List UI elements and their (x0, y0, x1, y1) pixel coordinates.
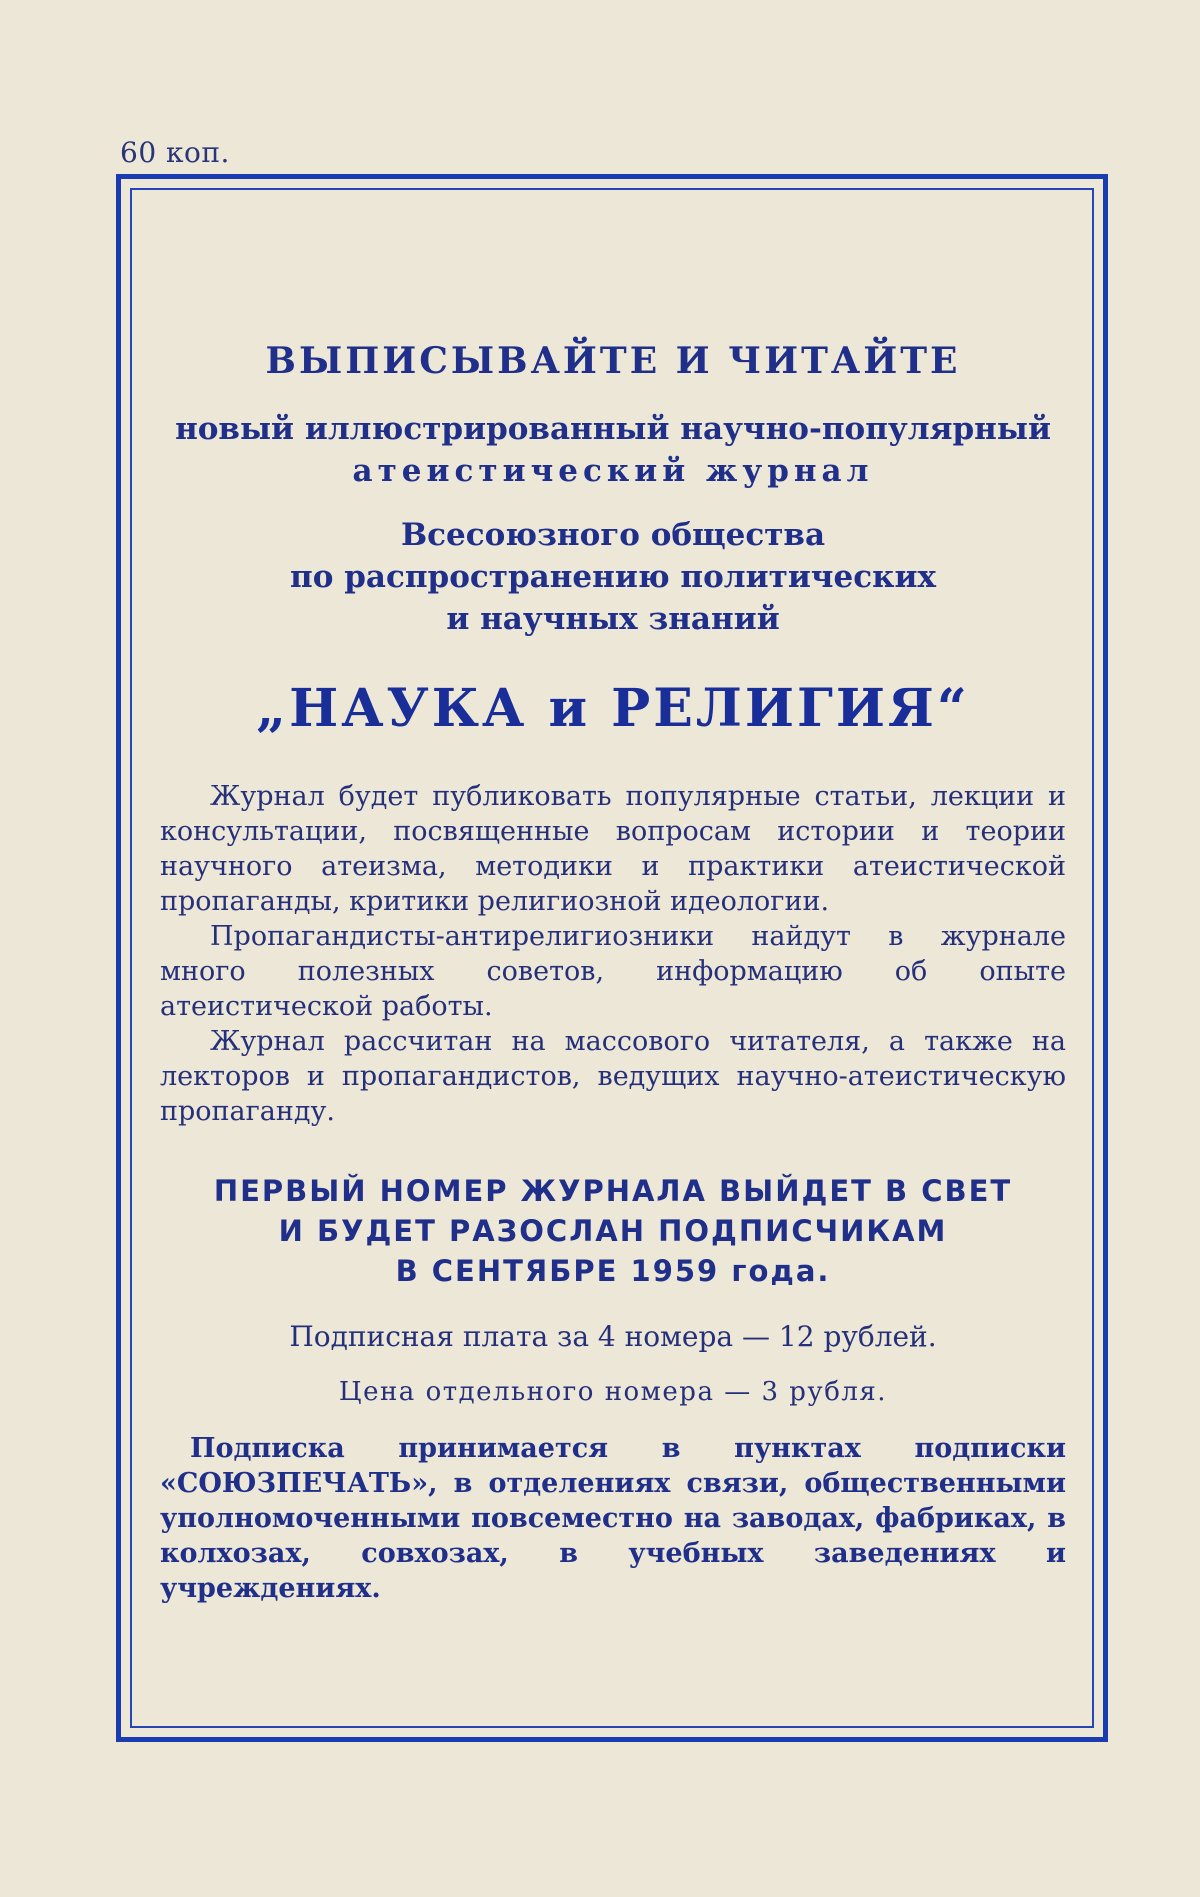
subscription-fee: Подписная плата за 4 номера — 12 рублей. (289, 1320, 937, 1353)
society-line-2: по распространению политических (290, 559, 936, 595)
journal-title: „НАУКА и РЕЛИГИЯ“ (256, 678, 970, 739)
announce-line-1: ПЕРВЫЙ НОМЕР ЖУРНАЛА ВЫЙДЕТ В СВЕТ (213, 1174, 1013, 1208)
announce-line-2: И БУДЕТ РАЗОСЛАН ПОДПИСЧИКАМ (278, 1214, 948, 1248)
society-block (160, 514, 1066, 640)
subtitle-line-2: атеистический журнал (352, 453, 874, 489)
single-issue-price: Цена отдельного номера — 3 рубля. (338, 1377, 888, 1407)
paragraph-3: Журнал рассчитан на массового читателя, а также на лекторов и пропагандистов, ведущих научно-атеистическую пропаганду. (160, 1026, 1066, 1127)
society-line-3: и научных знаний (446, 601, 780, 637)
paragraph-2: Пропагандисты-антирелигиозники найдут в журнале много полезных советов, информацию об опыте атеистической работы. (160, 921, 1066, 1022)
release-announcement (160, 1171, 1066, 1291)
announce-line-3: В СЕНТЯБРЕ 1959 года. (395, 1254, 831, 1288)
price-label: 60 коп. (120, 136, 230, 169)
society-line-1: Всесоюзного общества (400, 517, 826, 553)
paragraph-1: Журнал будет публиковать популярные статьи, лекции и консультации, посвященные вопросам истории и теории научного атеизма, методики и практики атеистической пропаганды, критики религиозной идеологии. (160, 781, 1066, 917)
headline: ВЫПИСЫВАЙТЕ И ЧИТАЙТЕ (265, 340, 961, 382)
subtitle-line-1: новый иллюстрированный научно-популярный (175, 411, 1051, 447)
advertisement-content (160, 340, 1066, 1606)
subscription-info: Подписка принимается в пунктах подписки «СОЮЗПЕЧАТЬ», в отделениях связи, общественными уполномоченными повсеместно на заводах, фабриках, в колхозах, совхозах, в учебных заведениях и учреждениях. (160, 1433, 1066, 1604)
